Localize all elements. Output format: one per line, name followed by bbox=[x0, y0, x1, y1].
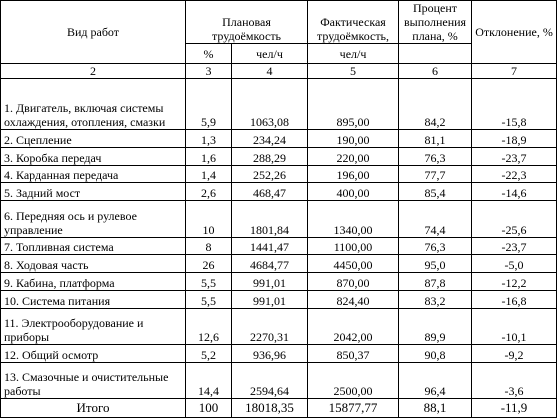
planned-manhours-cell: 2594,64 bbox=[232, 363, 308, 399]
percent-done-cell: 74,4 bbox=[399, 201, 472, 238]
actual-manhours-cell: 190,00 bbox=[308, 130, 399, 148]
percent-done-cell: 76,3 bbox=[399, 148, 472, 166]
deviation-cell: -10,1 bbox=[472, 309, 557, 345]
total-planned-pct: 100 bbox=[186, 399, 232, 418]
percent-done-cell: 76,3 bbox=[399, 238, 472, 255]
deviation-cell: -16,8 bbox=[472, 291, 557, 309]
table-row bbox=[1, 201, 557, 238]
header-row-top bbox=[1, 1, 557, 44]
work-type-cell: 6. Передняя ось и рулевое управление bbox=[1, 201, 186, 238]
table-body bbox=[1, 1, 557, 418]
percent-done-cell: 81,1 bbox=[399, 130, 472, 148]
percent-done-cell: 96,4 bbox=[399, 363, 472, 399]
work-type-cell: 1. Двигатель, включая системы охлаждения, отопления, смазки bbox=[1, 79, 186, 130]
work-type-cell: 11. Электрооборудование и приборы bbox=[1, 309, 186, 345]
actual-manhours-cell: 1100,00 bbox=[308, 238, 399, 255]
planned-pct-cell: 1,4 bbox=[186, 166, 232, 183]
actual-manhours-cell: 870,00 bbox=[308, 273, 399, 291]
table-row bbox=[1, 345, 557, 363]
table-row bbox=[1, 238, 557, 255]
table-row bbox=[1, 273, 557, 291]
percent-done-cell: 89,9 bbox=[399, 309, 472, 345]
planned-header: Плановая трудоёмкость bbox=[186, 1, 308, 44]
table-row bbox=[1, 309, 557, 345]
actual-manhours-cell: 2500,00 bbox=[308, 363, 399, 399]
work-type-cell: 4. Карданная передача bbox=[1, 166, 186, 183]
column-number: 3 bbox=[186, 64, 232, 79]
percent-done-cell: 95,0 bbox=[399, 255, 472, 273]
table-row bbox=[1, 148, 557, 166]
work-type-cell: 10. Система питания bbox=[1, 291, 186, 309]
planned-pct-cell: 5,9 bbox=[186, 79, 232, 130]
deviation-cell: -9,2 bbox=[472, 345, 557, 363]
deviation-cell: -22,3 bbox=[472, 166, 557, 183]
planned-manhours-cell: 991,01 bbox=[232, 273, 308, 291]
percent-done-cell: 83,2 bbox=[399, 291, 472, 309]
planned-pct-cell: 1,6 bbox=[186, 148, 232, 166]
planned-manhours-cell: 288,29 bbox=[232, 148, 308, 166]
table-row bbox=[1, 255, 557, 273]
column-number: 5 bbox=[308, 64, 399, 79]
work-type-cell: 3. Коробка передач bbox=[1, 148, 186, 166]
planned-manhours-cell: 234,24 bbox=[232, 130, 308, 148]
planned-pct-cell: 12,6 bbox=[186, 309, 232, 345]
table-row bbox=[1, 130, 557, 148]
deviation-cell: -23,7 bbox=[472, 148, 557, 166]
actual-manhours-cell: 850,37 bbox=[308, 345, 399, 363]
actual-manhours-cell: 1340,00 bbox=[308, 201, 399, 238]
actual-manhours-cell: 196,00 bbox=[308, 166, 399, 183]
deviation-cell: -12,2 bbox=[472, 273, 557, 291]
planned-pct-cell: 5,5 bbox=[186, 273, 232, 291]
deviation-cell: -14,6 bbox=[472, 183, 557, 201]
work-type-cell: 2. Сцепление bbox=[1, 130, 186, 148]
work-type-cell: 12. Общий осмотр bbox=[1, 345, 186, 363]
planned-pct-subheader: % bbox=[186, 44, 232, 64]
total-label: Итого bbox=[1, 399, 186, 418]
planned-pct-cell: 8 bbox=[186, 238, 232, 255]
total-actual-manhours: 15877,77 bbox=[308, 399, 399, 418]
deviation-cell: -15,8 bbox=[472, 79, 557, 130]
planned-manhours-cell: 1063,08 bbox=[232, 79, 308, 130]
percent-done-header: Процент выполнения плана, % bbox=[399, 1, 472, 44]
planned-pct-cell: 14,4 bbox=[186, 363, 232, 399]
percent-done-subheader bbox=[399, 44, 472, 64]
deviation-cell: -25,6 bbox=[472, 201, 557, 238]
planned-manhours-cell: 2270,31 bbox=[232, 309, 308, 345]
table-row bbox=[1, 79, 557, 130]
percent-done-cell: 85,4 bbox=[399, 183, 472, 201]
table-row bbox=[1, 291, 557, 309]
actual-manhours-cell: 4450,00 bbox=[308, 255, 399, 273]
planned-pct-cell: 1,3 bbox=[186, 130, 232, 148]
column-number: 4 bbox=[232, 64, 308, 79]
planned-manhours-subheader: чел/ч bbox=[232, 44, 308, 64]
actual-manhours-subheader: чел/ч bbox=[308, 44, 399, 64]
planned-manhours-cell: 936,96 bbox=[232, 345, 308, 363]
planned-manhours-cell: 468,47 bbox=[232, 183, 308, 201]
actual-manhours-cell: 400,00 bbox=[308, 183, 399, 201]
work-type-cell: 8. Ходовая часть bbox=[1, 255, 186, 273]
planned-pct-cell: 5,2 bbox=[186, 345, 232, 363]
percent-done-cell: 90,8 bbox=[399, 345, 472, 363]
total-row bbox=[1, 399, 557, 418]
actual-manhours-cell: 824,40 bbox=[308, 291, 399, 309]
deviation-header: Отклонение, % bbox=[472, 1, 557, 64]
total-planned-manhours: 18018,35 bbox=[232, 399, 308, 418]
work-type-cell: 13. Смазочные и очистительные работы bbox=[1, 363, 186, 399]
planned-manhours-cell: 1801,84 bbox=[232, 201, 308, 238]
actual-header: Фактическая трудоёмкость, bbox=[308, 1, 399, 44]
column-number: 6 bbox=[399, 64, 472, 79]
column-number: 7 bbox=[472, 64, 557, 79]
work-type-cell: 9. Кабина, платформа bbox=[1, 273, 186, 291]
total-percent-done: 88,1 bbox=[399, 399, 472, 418]
planned-pct-cell: 26 bbox=[186, 255, 232, 273]
table-row bbox=[1, 166, 557, 183]
actual-manhours-cell: 220,00 bbox=[308, 148, 399, 166]
deviation-cell: -3,6 bbox=[472, 363, 557, 399]
percent-done-cell: 77,7 bbox=[399, 166, 472, 183]
actual-manhours-cell: 895,00 bbox=[308, 79, 399, 130]
planned-pct-cell: 10 bbox=[186, 201, 232, 238]
work-type-cell: 5. Задний мост bbox=[1, 183, 186, 201]
planned-pct-cell: 2,6 bbox=[186, 183, 232, 201]
planned-manhours-cell: 991,01 bbox=[232, 291, 308, 309]
column-number-row bbox=[1, 64, 557, 79]
deviation-cell: -5,0 bbox=[472, 255, 557, 273]
deviation-cell: -18,9 bbox=[472, 130, 557, 148]
percent-done-cell: 84,2 bbox=[399, 79, 472, 130]
planned-manhours-cell: 252,26 bbox=[232, 166, 308, 183]
column-number: 2 bbox=[1, 64, 186, 79]
work-type-header: Вид работ bbox=[1, 1, 186, 64]
actual-manhours-cell: 2042,00 bbox=[308, 309, 399, 345]
planned-manhours-cell: 1441,47 bbox=[232, 238, 308, 255]
planned-pct-cell: 5,5 bbox=[186, 291, 232, 309]
table-row bbox=[1, 183, 557, 201]
planned-manhours-cell: 4684,77 bbox=[232, 255, 308, 273]
total-deviation: -11,9 bbox=[472, 399, 557, 418]
deviation-cell: -23,7 bbox=[472, 238, 557, 255]
work-type-cell: 7. Топливная система bbox=[1, 238, 186, 255]
percent-done-cell: 87,8 bbox=[399, 273, 472, 291]
table-row bbox=[1, 363, 557, 399]
